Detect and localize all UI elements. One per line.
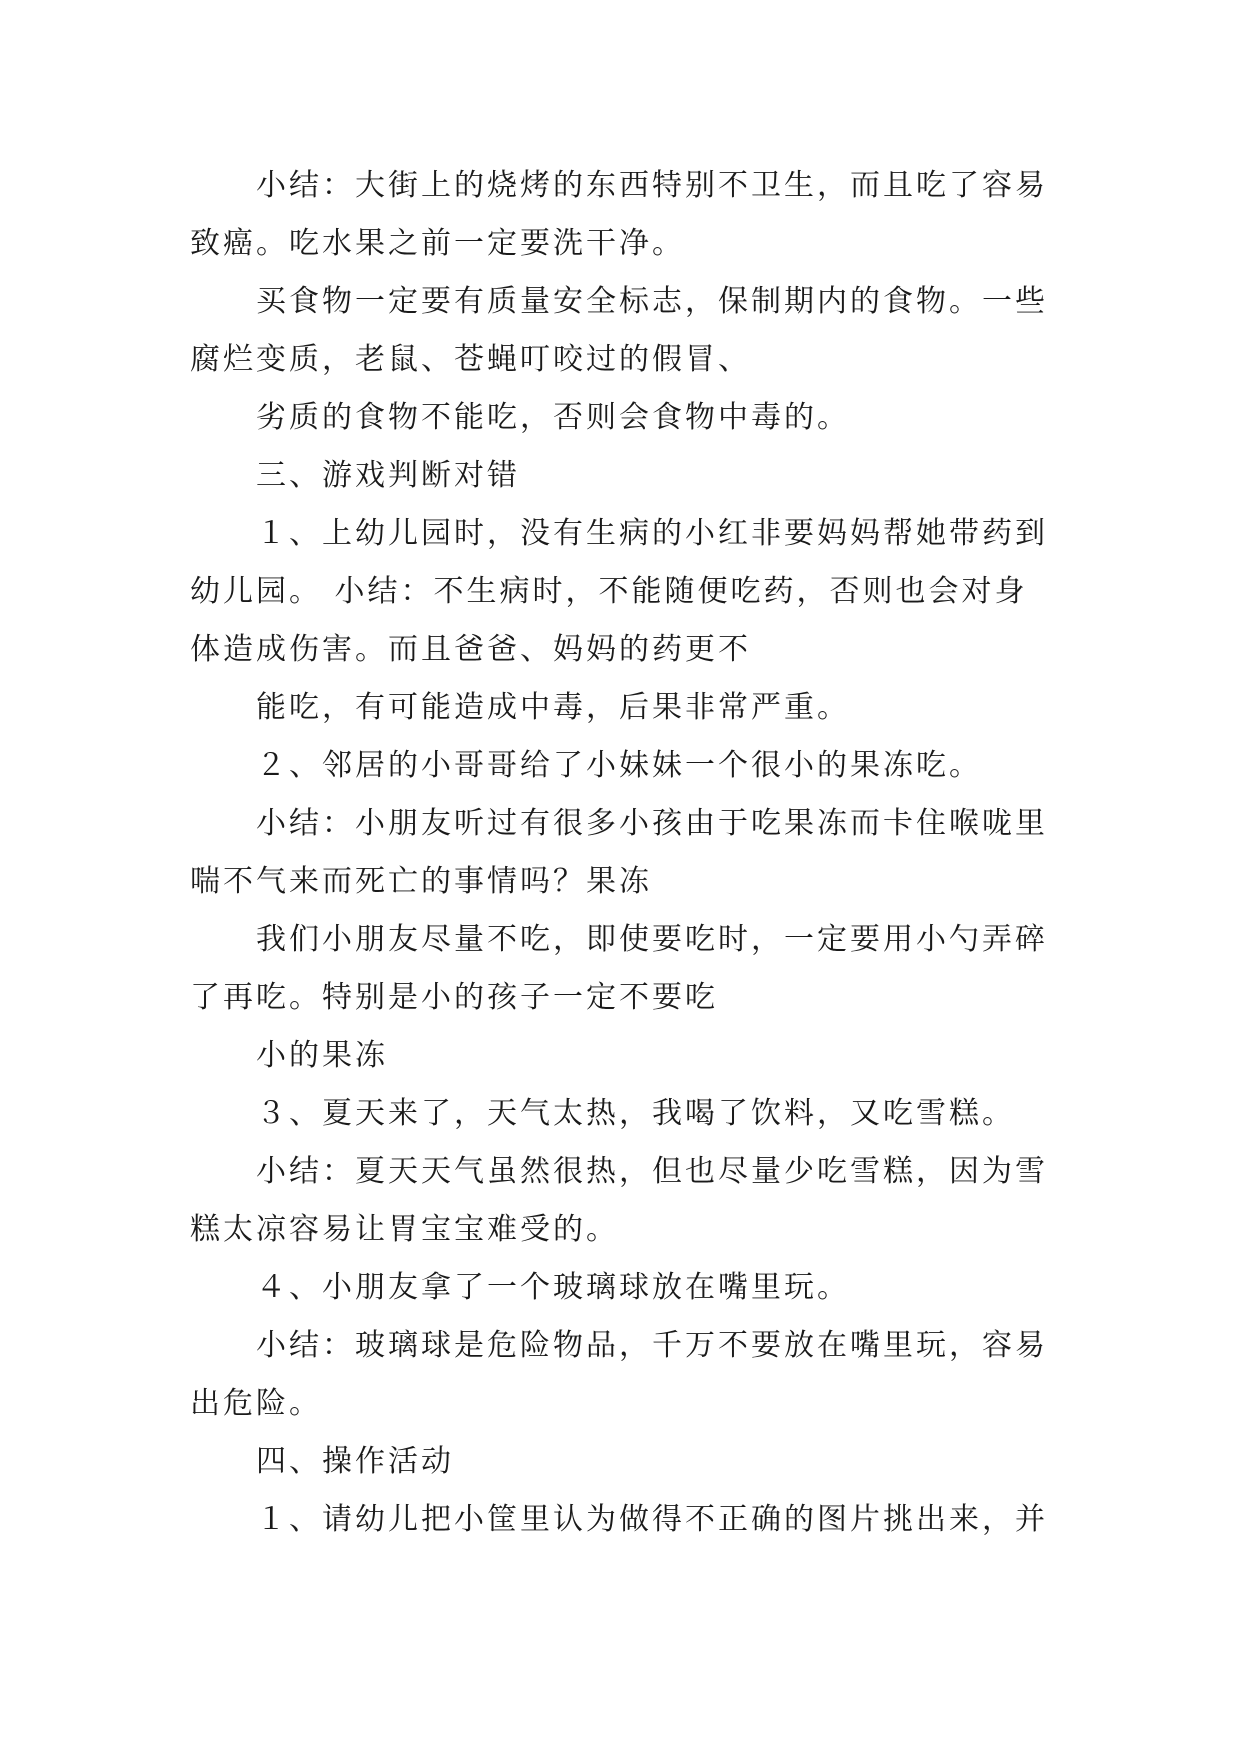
text-line: 买食物一定要有质量安全标志，保制期内的食物。一些 [256, 284, 1048, 319]
text-line: 体造成伤害。而且爸爸、妈妈的药更不 [190, 632, 751, 667]
section-heading: 三、游戏判断对错 [256, 458, 520, 493]
text-line: 糕太凉容易让胃宝宝难受的。 [190, 1212, 619, 1247]
text-line: 我们小朋友尽量不吃，即使要吃时，一定要用小勺弄碎 [256, 922, 1048, 957]
text-line: 喘不气来而死亡的事情吗？果冻 [190, 864, 652, 899]
text-line: 小结：夏天天气虽然很热，但也尽量少吃雪糕，因为雪 [256, 1154, 1048, 1189]
text-line: 小结：大街上的烧烤的东西特别不卫生，而且吃了容易 [256, 168, 1048, 203]
text-line: 幼儿园。 小结：不生病时，不能随便吃药，否则也会对身 [190, 574, 1028, 609]
text-line: ４、小朋友拿了一个玻璃球放在嘴里玩。 [256, 1270, 850, 1305]
text-line: １、上幼儿园时，没有生病的小红非要妈妈帮她带药到 [256, 516, 1048, 551]
text-line: 了再吃。特别是小的孩子一定不要吃 [190, 980, 718, 1015]
text-line: 出危险。 [190, 1386, 322, 1421]
text-line: 小结：玻璃球是危险物品，千万不要放在嘴里玩，容易 [256, 1328, 1048, 1363]
text-line: 劣质的食物不能吃，否则会食物中毒的。 [256, 400, 850, 435]
text-line: 小的果冻 [256, 1038, 388, 1073]
text-line: 腐烂变质，老鼠、苍蝇叮咬过的假冒、 [190, 342, 751, 377]
text-line: ２、邻居的小哥哥给了小妹妹一个很小的果冻吃。 [256, 748, 982, 783]
section-heading: 四、操作活动 [256, 1444, 454, 1479]
text-line: ３、夏天来了，天气太热，我喝了饮料，又吃雪糕。 [256, 1096, 1015, 1131]
text-line: 致癌。吃水果之前一定要洗干净。 [190, 226, 685, 261]
text-line: 能吃，有可能造成中毒，后果非常严重。 [256, 690, 850, 725]
text-line: １、请幼儿把小筐里认为做得不正确的图片挑出来，并 [256, 1502, 1048, 1537]
text-line: 小结：小朋友听过有很多小孩由于吃果冻而卡住喉咙里 [256, 806, 1048, 841]
